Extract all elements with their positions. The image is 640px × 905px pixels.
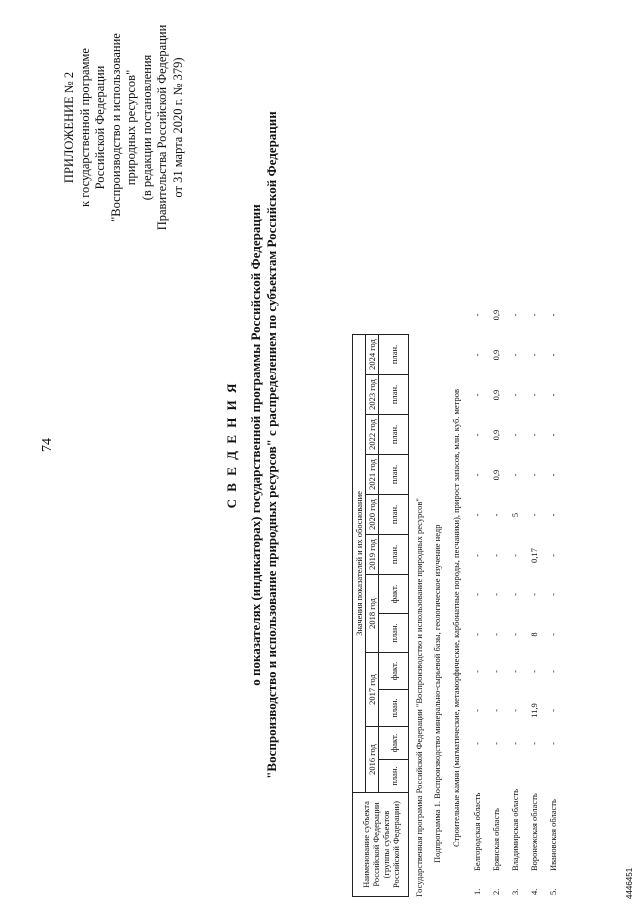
indicator-section-heading: Строительные камни (магматические, метаморфические, карбонатные породы, песчаники), прирост запасов, млн. куб. метров [451, 388, 461, 847]
row-value-cell: - [548, 313, 558, 317]
row-value-cell: - [472, 353, 482, 357]
table-row [491, 17, 509, 897]
year-header: 2018 год [366, 575, 379, 653]
document-title: С В Е Д Е Н И Я [224, 381, 239, 509]
appendix-line: "Воспроизводство и использование [108, 33, 123, 222]
indicators-table-header [352, 334, 409, 897]
row-value-cell: - [472, 709, 482, 712]
row-value-cell: - [548, 593, 558, 596]
row-value-cell: 0,17 [529, 548, 539, 563]
appendix-line: к государственной программе [77, 48, 92, 207]
row-value-cell: - [510, 554, 520, 557]
row-value-cell: - [472, 633, 482, 636]
row-value-cell: - [548, 513, 558, 517]
row-value-cell: - [529, 433, 539, 437]
row-value-cell: 0,9 [491, 389, 501, 401]
row-value-cell: - [472, 513, 482, 517]
row-value-cell: - [548, 433, 558, 437]
table-row [472, 17, 490, 897]
appendix-line: природных ресурсов" [124, 69, 138, 186]
page-number: 74 [40, 438, 55, 452]
row-value-cell: - [548, 473, 558, 477]
values-header: Значения показателей и их обоснование [353, 335, 366, 793]
row-subject-name: Владимирская область [510, 788, 520, 871]
row-value-cell: - [548, 554, 558, 557]
row-value-cell: - [472, 554, 482, 557]
year-header: 2019 год [366, 535, 379, 575]
row-value-cell: - [510, 393, 520, 397]
year-header: 2017 год [366, 653, 379, 727]
row-number: 5. [548, 888, 558, 895]
subtitle-line: о показателях (индикаторах) государственной программы Российской Федерации [248, 204, 263, 686]
row-value-cell: - [510, 633, 520, 636]
row-value-cell: - [510, 742, 520, 745]
appendix-line: (в редакции постановления [139, 54, 154, 201]
table-row [529, 17, 547, 897]
plan-header: план. [379, 760, 409, 793]
row-value-cell: - [510, 709, 520, 712]
row-value-cell: - [491, 554, 501, 557]
row-value-cell: - [491, 513, 501, 517]
year-header: 2023 год [366, 375, 379, 415]
plan-header: план. [379, 455, 409, 495]
fact-header: факт. [379, 727, 409, 760]
row-value-cell: - [548, 353, 558, 357]
row-value-cell: - [491, 633, 501, 636]
row-value-cell: - [529, 670, 539, 673]
row-value-cell: - [548, 633, 558, 636]
plan-header: план. [379, 335, 409, 375]
appendix-line: ПРИЛОЖЕНИЕ № 2 [62, 71, 76, 184]
plan-header: план. [379, 415, 409, 455]
row-value-cell: 5 [510, 512, 520, 518]
row-value-cell: - [472, 742, 482, 745]
row-value-cell: - [548, 393, 558, 397]
appendix-line: от 31 марта 2020 г. № 379) [170, 57, 185, 198]
year-header: 2021 год [366, 455, 379, 495]
appendix-line: Правительства Российской Федерации [155, 24, 169, 231]
row-value-cell: - [510, 670, 520, 673]
row-value-cell: - [472, 313, 482, 317]
row-number: 3. [510, 888, 520, 895]
subtitle-line: "Воспроизводство и использование природных ресурсов" с распределением по субъектам Российской Федерации [264, 111, 279, 779]
document-code: 4446451 [625, 867, 634, 899]
row-value-cell: - [491, 742, 501, 745]
row-value-cell: - [472, 670, 482, 673]
row-value-cell: 0,9 [491, 309, 501, 321]
row-value-cell: 0,9 [491, 349, 501, 361]
row-value-cell: 11,9 [529, 703, 539, 718]
fact-header: факт. [379, 653, 409, 690]
row-value-cell: - [491, 593, 501, 596]
row-value-cell: - [548, 670, 558, 673]
row-value-cell: - [510, 433, 520, 437]
row-value-cell: - [510, 353, 520, 357]
row-value-cell: - [510, 313, 520, 317]
row-value-cell: - [510, 593, 520, 596]
row-value-cell: - [529, 742, 539, 745]
appendix-block [62, 5, 186, 250]
subprogram-section-heading: Подпрограмма 1. Воспроизводство минерально-сырьевой базы, геологическое изучение недр [432, 524, 442, 863]
plan-header: план. [379, 690, 409, 727]
row-subject-name: Ивановская область [548, 799, 558, 871]
row-value-cell: - [472, 473, 482, 477]
row-value-cell: - [548, 709, 558, 712]
table-row [548, 17, 566, 897]
row-value-cell: - [472, 393, 482, 397]
year-header: 2016 год [366, 727, 379, 793]
row-value-cell: - [529, 593, 539, 596]
table-row [510, 17, 528, 897]
row-value-cell: - [529, 513, 539, 517]
row-value-cell: - [529, 353, 539, 357]
appendix-line: Российской Федерации [93, 65, 107, 190]
row-value-cell: - [548, 742, 558, 745]
plan-header: план. [379, 375, 409, 415]
row-value-cell: - [472, 593, 482, 596]
row-value-cell: - [472, 433, 482, 437]
document-subtitle [248, 25, 280, 865]
row-value-cell: 8 [529, 632, 539, 637]
year-header: 2024 год [366, 335, 379, 375]
row-value-cell: - [510, 473, 520, 477]
row-value-cell: - [529, 393, 539, 397]
plan-header: план. [379, 495, 409, 535]
row-value-cell: 0,9 [491, 429, 501, 441]
row-number: 4. [529, 888, 539, 895]
row-number: 1. [472, 888, 482, 895]
row-subject-name: Воронежская область [529, 793, 539, 871]
row-value-cell: 0,9 [491, 469, 501, 481]
plan-header: план. [379, 535, 409, 575]
row-value-cell: - [529, 473, 539, 477]
row-value-cell: - [491, 670, 501, 673]
plan-header: план. [379, 614, 409, 653]
subject-name-header: Наименование субъекта Российской Федерации (группы субъектов Российской Федерации) [353, 793, 409, 897]
row-subject-name: Белгородская область [472, 792, 482, 871]
year-header: 2020 год [366, 495, 379, 535]
row-value-cell: - [529, 313, 539, 317]
row-subject-name: Брянская область [491, 808, 501, 871]
row-number: 2. [491, 888, 501, 895]
year-header: 2022 год [366, 415, 379, 455]
row-value-cell: - [491, 709, 501, 712]
program-section-heading: Государственная программа Российской Федерации "Воспроизводство и использование природных ресурсов" [414, 498, 424, 897]
fact-header: факт. [379, 575, 409, 614]
